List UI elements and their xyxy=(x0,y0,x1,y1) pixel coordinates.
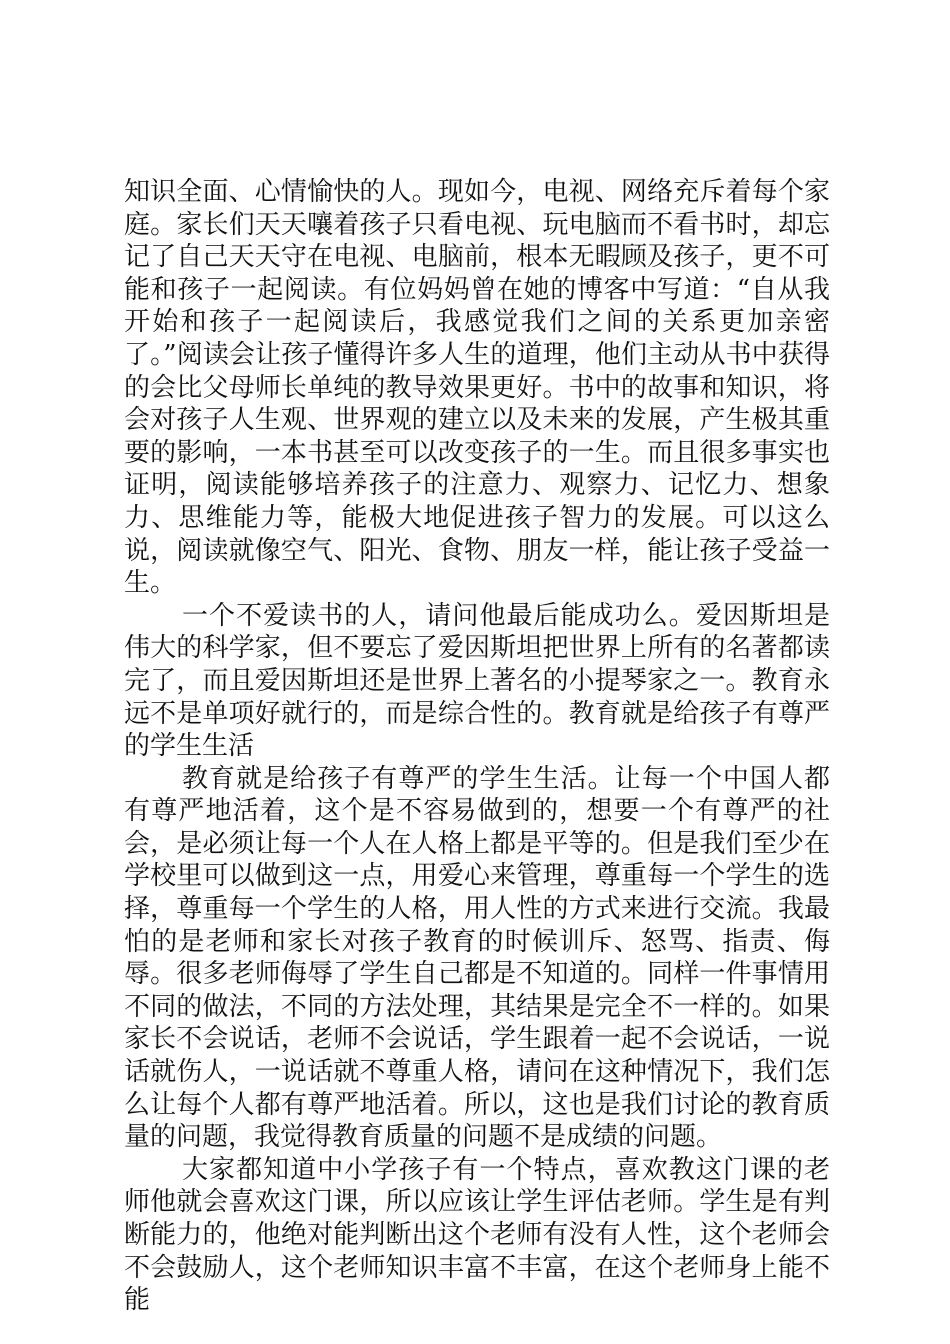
paragraph-2: 一个不爱读书的人，请问他最后能成功么。爱因斯坦是伟大的科学家，但不要忘了爱因斯坦把世界上所有的名著都读完了，而且爱因斯坦还是世界上著名的小提琴家之一。教育永远不是单项好就行的，而是综合性的。教育就是给孩子有尊严的学生生活 xyxy=(124,600,830,762)
body-text xyxy=(124,176,830,1317)
paragraph-1: 知识全面、心情愉快的人。现如今，电视、网络充斥着每个家庭。家长们天天嚷着孩子只看电视、玩电脑而不看书时，却忘记了自己天天守在电视、电脑前，根本无暇顾及孩子，更不可能和孩子一起阅读。有位妈妈曾在她的博客中写道：“自从我开始和孩子一起阅读后，我感觉我们之间的关系更加亲密了。”阅读会让孩子懂得许多人生的道理，他们主动从书中获得的会比父母师长单纯的教导效果更好。书中的故事和知识，将会对孩子人生观、世界观的建立以及未来的发展，产生极其重要的影响，一本书甚至可以改变孩子的一生。而且很多事实也证明，阅读能够培养孩子的注意力、观察力、记忆力、想象力、思维能力等，能极大地促进孩子智力的发展。可以这么说，阅读就像空气、阳光、食物、朋友一样，能让孩子受益一生。 xyxy=(124,177,830,599)
paragraph-4: 大家都知道中小学孩子有一个特点，喜欢教这门课的老师他就会喜欢这门课，所以应该让学生评估老师。学生是有判断能力的，他绝对能判断出这个老师有没有人性，这个老师会不会鼓励人，这个老师知识丰富不丰富，在这个老师身上能不能 xyxy=(124,1154,830,1316)
paragraph-3: 教育就是给孩子有尊严的学生生活。让每一个中国人都有尊严地活着，这个是不容易做到的，想要一个有尊严的社会，是必须让每一个人在人格上都是平等的。但是我们至少在学校里可以做到这一点，用爱心来管理，尊重每一个学生的选择，尊重每一个学生的人格，用人性的方式来进行交流。我最怕的是老师和家长对孩子教育的时候训斥、怒骂、指责、侮辱。很多老师侮辱了学生自己都是不知道的。同样一件事情用不同的做法，不同的方法处理，其结果是完全不一样的。如果家长不会说话，老师不会说话，学生跟着一起不会说话，一说话就伤人，一说话就不尊重人格，请问在这种情况下，我们怎么让每个人都有尊严地活着。所以，这也是我们讨论的教育质量的问题，我觉得教育质量的问题不是成绩的问题。 xyxy=(124,763,830,1153)
